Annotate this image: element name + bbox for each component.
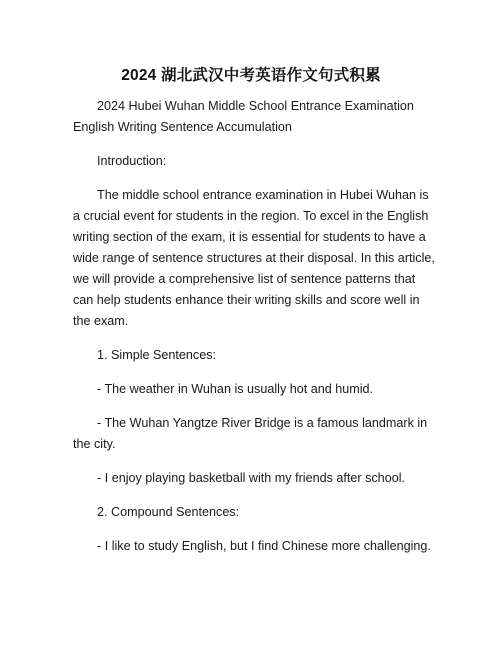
- section-heading-simple-sentences: 1. Simple Sentences:: [97, 348, 217, 362]
- document-title: 2024 湖北武汉中考英语作文句式积累: [121, 67, 381, 84]
- document-subtitle: 2024 Hubei Wuhan Middle School Entrance Examination English Writing Sentence Accumulation: [73, 99, 414, 134]
- list-item: - The Wuhan Yangtze River Bridge is a famous landmark in the city.: [73, 416, 428, 451]
- document-body: [73, 96, 435, 570]
- list-item: - The weather in Wuhan is usually hot and humid.: [97, 382, 374, 396]
- intro-paragraph: The middle school entrance examination in Hubei Wuhan is a crucial event for students in the region. To excel in the English writing section of the exam, it is essential for students to have a wide range of sentence structures at their disposal. In this article, we will provide a comprehensive list of sentence patterns that can help students enhance their writing skills and score well in the exam.: [73, 188, 435, 328]
- intro-heading: Introduction:: [97, 154, 167, 168]
- list-item: - I like to study English, but I find Chinese more challenging.: [97, 539, 431, 553]
- list-item: - I enjoy playing basketball with my friends after school.: [97, 471, 405, 485]
- section-heading-compound-sentences: 2. Compound Sentences:: [97, 505, 240, 519]
